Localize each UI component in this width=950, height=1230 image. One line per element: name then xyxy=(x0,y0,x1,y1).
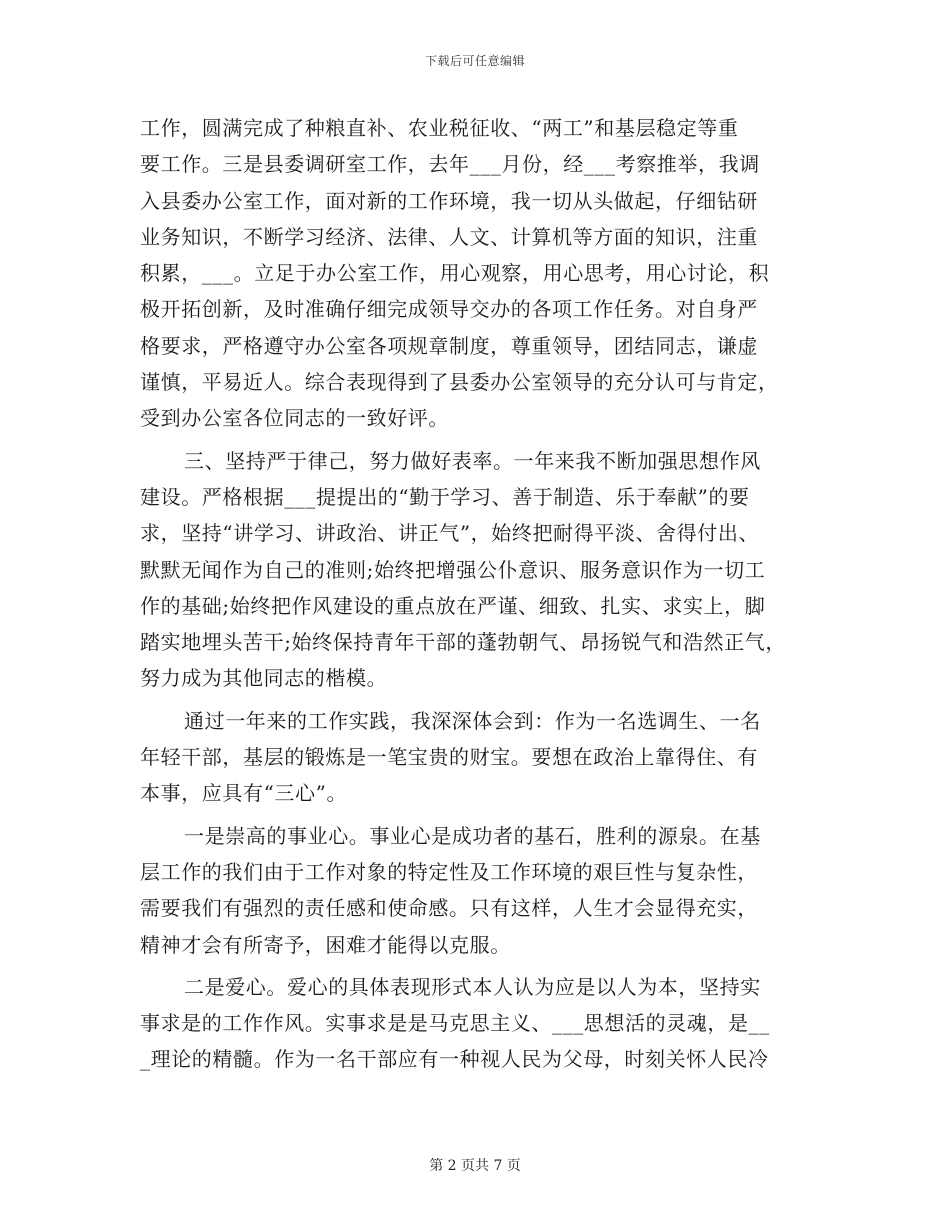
paragraph-start-line: 三、坚持严于律己，努力做好表率。一年来我不断加强思想作风 xyxy=(184,448,761,473)
text-line: 要工作。三是县委调研室工作，去年___月份，经___考察推举，我调 xyxy=(140,152,760,177)
document-body xyxy=(140,110,820,1078)
text-line: 入县委办公室工作，面对新的工作环境，我一切从头做起，仔细钻研 xyxy=(140,188,758,213)
text-line: 业务知识，不断学习经济、法律、人文、计算机等方面的知识，注重 xyxy=(140,224,758,249)
text-line: _理论的精髓。作为一名干部应有一种视人民为父母，时刻关怀人民冷 xyxy=(140,1047,769,1072)
page-header: 下载后可任意编辑 xyxy=(424,54,525,68)
text-line: 受到办公室各位同志的一致好评。 xyxy=(140,406,449,431)
text-line: 谨慎，平易近人。综合表现得到了县委办公室领导的充分认可与肯定， xyxy=(140,370,779,395)
paragraph-start-line: 一是崇高的事业心。事业心是成功者的基石，胜利的源泉。在基 xyxy=(184,823,761,848)
text-line: 努力成为其他同志的楷模。 xyxy=(140,666,388,691)
text-line: 格要求，严格遵守办公室各项规章制度，尊重领导，团结同志，谦虚 xyxy=(140,333,758,358)
paragraph-start-line: 通过一年来的工作实践，我深深体会到：作为一名选调生、一名 xyxy=(184,708,761,733)
text-line: 默默无闻作为自己的准则;始终把增强公仆意识、服务意识作为一切工 xyxy=(140,557,766,582)
text-line: 求，坚持“讲学习、讲政治、讲正气”，始终把耐得平淡、舍得付出、 xyxy=(140,521,760,546)
text-line: 建设。严格根据___提提出的“勤于学习、善于制造、乐于奉献”的要 xyxy=(140,484,750,509)
text-line: 作的基础;始终把作风建设的重点放在严谨、细致、扎实、求实上，脚 xyxy=(140,593,766,618)
text-line: 积累，___。立足于办公室工作，用心观察，用心思考，用心讨论，积 xyxy=(140,261,770,286)
text-line: 年轻干部，基层的锻炼是一笔宝贵的财宝。要想在政治上靠得住、有 xyxy=(140,745,758,770)
text-line: 踏实地埋头苦干;始终保持青年干部的蓬勃朝气、昂扬锐气和浩然正气， xyxy=(140,630,786,655)
paragraph-start-line: 二是爱心。爱心的具体表现形式本人认为应是以人为本，坚持实 xyxy=(184,974,761,999)
page-footer: 第 2 页共 7 页 xyxy=(429,1158,521,1174)
text-line: 极开拓创新，及时准确仔细完成领导交办的各项工作任务。对自身严 xyxy=(140,297,758,322)
text-line: 本事，应具有“三心”。 xyxy=(140,781,348,806)
text-line: 工作，圆满完成了种粮直补、农业税征收、“两工”和基层稳定等重 xyxy=(140,116,739,140)
text-line: 事求是的工作作风。实事求是是马克思主义、___思想活的灵魂，是__ xyxy=(140,1011,770,1036)
text-line: 需要我们有强烈的责任感和使命感。只有这样，人生才会显得充实， xyxy=(140,896,758,921)
text-line: 层工作的我们由于工作对象的特定性及工作环境的艰巨性与复杂性， xyxy=(140,859,758,884)
text-line: 精神才会有所寄予，困难才能得以克服。 xyxy=(140,932,511,957)
